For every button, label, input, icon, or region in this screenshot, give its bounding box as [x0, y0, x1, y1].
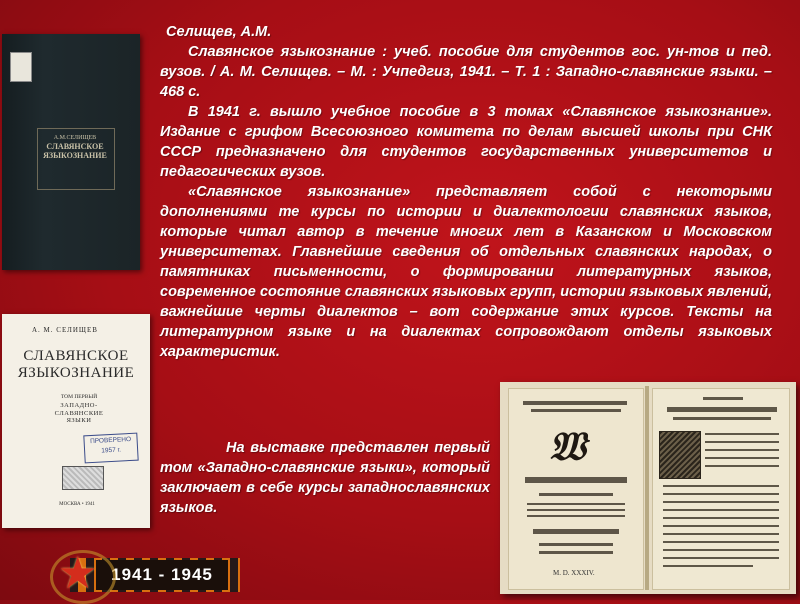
text-line: [525, 477, 627, 483]
text-line: [703, 397, 743, 400]
text-line: [663, 533, 779, 535]
text-line: [663, 517, 779, 519]
title-page-subtitle-line3: ЯЗЫКИ: [66, 417, 92, 424]
text-line: [539, 551, 613, 554]
text-line: [663, 565, 753, 567]
paragraph-content: «Славянское языкознание» представляет собой с некоторыми дополнениями те курсы по истории и диалектологии славянских языков, которые читал автор в течение многих лет в Казанском и Московском университетах. Главнейшие сведения об отдельных славянских народах, о памятниках письменности, о формировании литературных языков, современное состояние славянских языковых групп, истории языковых явлений, важнейшие черты диалектов – вот содержание этих курсов. Тексты на литературном языке и на диалектах сопровождают отделы языковых характеристик.: [160, 184, 772, 360]
old-book-photo: [500, 382, 796, 594]
text-line: [527, 509, 625, 511]
title-page-volume: ТОМ ПЕРВЫЙ: [60, 394, 98, 400]
title-page-subtitle-line1: ЗАПАДНО-: [60, 402, 98, 409]
old-book-right-page: [652, 388, 790, 590]
library-sticker: [10, 52, 32, 82]
title-page-publisher: МОСКВА • 1941: [59, 502, 95, 507]
old-book-left-page: [508, 388, 644, 590]
text-line: [527, 515, 625, 517]
title-page-subtitle-line2: СЛАВЯНСКИЕ: [54, 409, 104, 417]
title-page-title-line2: ЯЗЫКОЗНАНИЕ: [17, 365, 135, 381]
text-line: [705, 433, 779, 435]
verified-stamp: [83, 433, 138, 464]
cover-title-line1: СЛАВЯНСКОЕ: [46, 142, 104, 151]
gothic-title-glyph: 𝔚: [549, 423, 586, 470]
book-gutter: [645, 386, 649, 590]
old-book-date: M. D. XXXIV.: [553, 569, 595, 577]
title-page-title: [14, 348, 138, 382]
main-description: [160, 42, 772, 362]
text-line: [531, 409, 621, 412]
bibliographic-record: Славянское языкознание : учеб. пособие для студентов гос. ун-тов и пед. вузов. / А. М. Селищев. – М. : Учпедгиз, 1941. – Т. 1 : Западно-славянские языки. – 468 с.: [160, 44, 772, 100]
text-line: [663, 541, 779, 543]
text-line: [705, 449, 779, 451]
book-cover-dark: [2, 34, 140, 270]
text-line: [663, 557, 779, 559]
red-star-icon: ★: [58, 549, 98, 598]
cover-title-line2: ЯЗЫКОЗНАНИЕ: [43, 151, 107, 160]
paragraph-publication: В 1941 г. вышло учебное пособие в 3 томах «Славянское языкознание». Издание с грифом Всесоюзного комитета по делам высшей школы при СНК СССР предназначено для студентов государственных университетов и педагогических вузов.: [160, 104, 772, 180]
exhibit-note: [160, 438, 490, 518]
text-line: [663, 549, 779, 551]
cover-author: А.М.СЕЛИЩЕВ: [53, 135, 97, 141]
exhibit-note-text: На выставке представлен первый том «Западно-славянские языки», который заключает в себе курсы западнославянских языков.: [160, 440, 490, 516]
text-line: [673, 417, 771, 420]
badge-years: 1941 - 1945: [96, 560, 228, 590]
text-line: [523, 401, 627, 405]
title-page-subtitle: [42, 402, 116, 425]
decorated-initial: [659, 431, 701, 479]
text-line: [527, 503, 625, 505]
title-page-author: А. М. СЕЛИЩЕВ: [32, 326, 98, 334]
text-line: [663, 485, 779, 487]
cover-title: [40, 134, 110, 160]
text-line: [667, 407, 777, 412]
text-line: [705, 441, 779, 443]
text-line: [705, 457, 779, 459]
text-line: [663, 525, 779, 527]
title-page-title-line1: СЛАВЯНСКОЕ: [23, 348, 129, 364]
stamp-line2: 1957 г.: [101, 446, 122, 455]
text-line: [533, 529, 619, 534]
text-line: [663, 509, 779, 511]
text-line: [539, 493, 613, 496]
victory-badge: [0, 548, 245, 600]
text-line: [539, 543, 613, 546]
library-stamp: [62, 466, 104, 490]
text-line: [663, 501, 779, 503]
text-line: [705, 465, 779, 467]
book-title-page: [2, 314, 150, 528]
stamp-line1: ПРОВЕРЕНО: [89, 435, 132, 446]
text-line: [663, 493, 779, 495]
author-heading: Селищев, А.М.: [166, 24, 272, 40]
